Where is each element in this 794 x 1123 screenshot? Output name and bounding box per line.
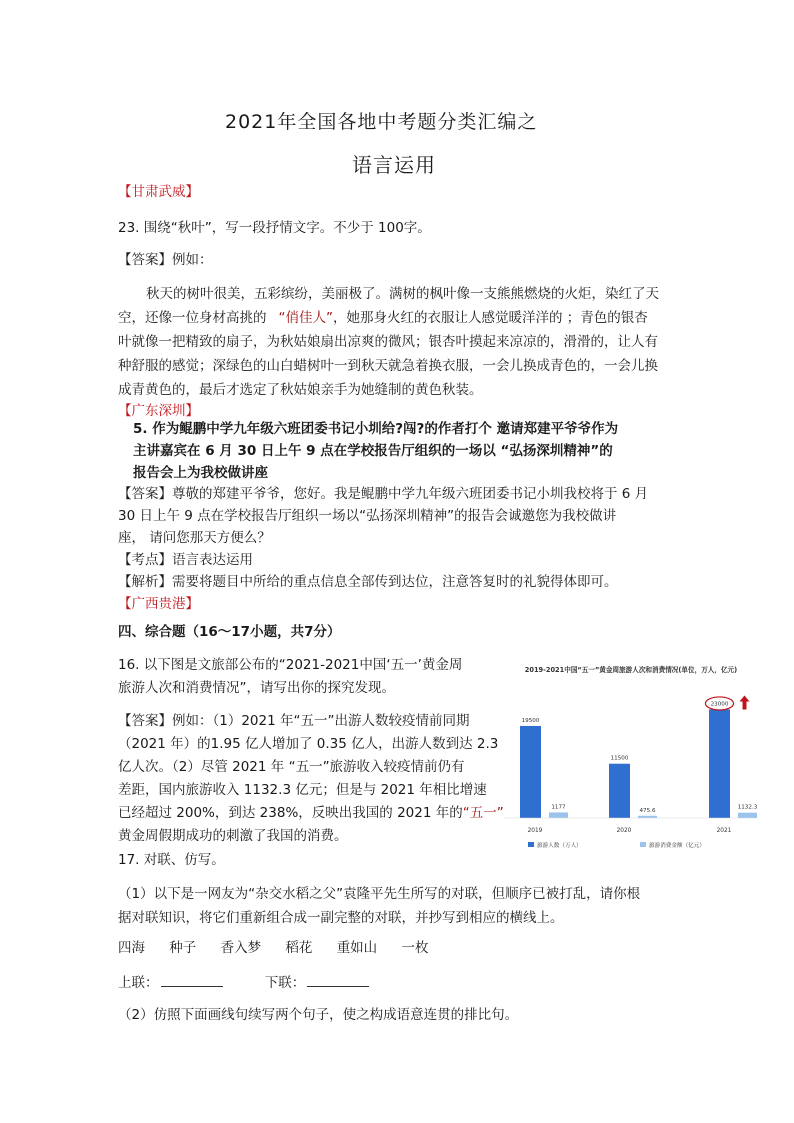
legend-swatch [640,842,646,847]
question-line: 报告会上为我校做讲座 [133,465,268,481]
x-tick-label: 2021 [716,828,732,834]
answer-23-body [118,282,659,402]
bar-旅游人数（万人）-2020 [609,764,630,818]
couplet-word: 四海 [118,940,145,956]
document-title: 2021年全国各地中考题分类汇编之 [225,111,538,133]
bar-旅游人数（万人）-2021 [709,709,730,818]
answer-line: （2021 年）的1.95 亿人增加了 0.35 亿人，出游人数到达 2.3 [118,736,499,752]
tourism-bar-chart [500,658,762,858]
question-17-part2: （2）仿照下面画线句续写两个句子，使之构成语意连贯的排比句。 [118,1007,519,1023]
x-tick-label: 2020 [616,828,632,834]
data-label: 1177 [551,804,566,811]
couplet-word: 重如山 [336,940,378,956]
answer-line: 【答案】尊敬的郑建平爷爷，您好。我是鲲鹏中学九年级六班团委书记小圳我校将于 6 月 [118,486,649,502]
region-gansu-wuwei: 【甘肃武威】 [118,184,199,200]
data-label: 1132.3 [737,804,758,811]
question-17-title: 17. 对联、仿写。 [118,852,225,868]
answer-line: 秋天的树叶很美，五彩缤纷，美丽极了。满树的枫叶像一支熊熊燃烧的火炬，染红了天 [146,286,659,302]
chart-title: 2019-2021中国“五一”黄金周旅游人次和消费情况(单位，万人，亿元) [524,666,738,674]
couplet-word: 种子 [169,940,197,956]
question-line: （1）以下是一网友为“杂交水稻之父”袁隆平先生所写的对联，但顺序已被打乱，请你根 [118,886,641,902]
lower-couplet-label: 下联： [264,975,306,991]
answer-label: 【答案】 [118,252,172,268]
answer-line: 空，还像一位身材高挑的 “俏佳人”，她那身火红的衣服让人感觉暖洋洋的 ；青色的银杏 [118,310,648,326]
jiexi: 【解析】需要将题目中所给的重点信息全部传到达位，注意答复时的礼貌得体即可。 [118,574,618,590]
bar-旅游消费金额（亿元）-2020 [638,816,657,818]
answer-line: 差距，国内旅游收入 1132.3 亿元；但是与 2021 年相比增速 [118,782,487,798]
answer-23-header [118,250,213,270]
answer-line: 座， 请问您那天方便么？ [118,530,271,546]
answer-16 [118,710,504,848]
answer-intro: 例如： [172,252,213,268]
question-line: 5. 作为鲲鹏中学九年级六班团委书记小圳给?闯?的作者打个 邀请郑建平爷爷作为 [133,421,619,437]
legend-label: 旅游人数（万人） [537,843,582,849]
question-line: 16. 以下图是文旅部公布的“2021-2021中国‘五一’黄金周 [118,657,463,673]
question-line: 旅游人次和消费情况”，请写出你的探究发现。 [118,680,395,696]
bar-旅游消费金额（亿元）-2019 [549,812,568,818]
region-guangxi-guigang: 【广西贵港】 [118,596,199,612]
legend-label: 旅游消费金额（亿元） [649,843,705,849]
couplet-answer-lines [118,972,369,993]
x-tick-label: 2019 [527,828,543,834]
answer-line: 成青黄色的，最后才选定了秋姑娘亲手为她缝制的黄色秋装。 [118,382,483,398]
couplet-word: 香入梦 [220,940,262,956]
answer-line: 30 日上午 9 点在学校报告厅组织一场以“弘扬深圳精神”的报告会诚邀您为我校做讲 [118,508,617,524]
answer-line: 亿人次。（2）尽管 2021 年 “五一”旅游收入较疫情前仍有 [118,759,465,775]
section-4-heading: 四、综合题（16～17小题，共7分） [118,624,341,640]
data-label: 475.6 [639,807,656,814]
upper-couplet-blank[interactable] [161,972,223,987]
upper-couplet-label: 上联： [118,975,159,991]
couplet-word-list [118,938,448,958]
data-label: 19500 [521,717,540,724]
bar-旅游消费金额（亿元）-2021 [738,813,757,818]
answer-line: 黄金周假期成功的刺激了我国的消费。 [118,828,348,844]
answer-line: 已经超过 200%，到达 238%，反映出我国的 2021 年的“五一” [118,805,504,821]
question-5 [133,418,618,484]
data-label: 23000 [710,701,729,708]
question-16 [118,654,462,700]
answer-line: 【答案】例如：（1）2021 年“五一”出游人数较疫情前同期 [118,713,470,729]
data-label: 11500 [610,755,629,762]
kaodian: 【考点】语言表达运用 [118,552,253,568]
document-subtitle: 语言运用 [352,153,436,177]
question-23: 23. 围绕“秋叶”，写一段抒情文字。不少于 100字。 [118,220,431,236]
lower-couplet-blank[interactable] [307,972,369,987]
legend-swatch [528,842,534,847]
question-line: 据对联知识，将它们重新组合成一副完整的对联，并抄写到相应的横线上。 [118,910,564,926]
bar-旅游人数（万人）-2019 [520,726,541,818]
up-arrow-icon [740,695,750,709]
answer-line: 种舒服的感觉；深绿色的山白蜡树叶一到秋天就急着换衣服，一会儿换成青色的，一会儿换 [118,358,658,374]
question-17-part1 [118,882,640,930]
couplet-word: 稻花 [285,940,313,956]
region-guangdong-shenzhen: 【广东深圳】 [118,403,199,419]
highlight-phrase: “五一” [462,805,504,821]
couplet-word: 一枚 [401,940,429,956]
answer-line: 叶就像一把精致的扇子，为秋姑娘扇出凉爽的微风；银杏叶摸起来凉凉的，滑滑的，让人有 [118,334,658,350]
highlight-phrase: “俏佳人” [278,310,333,326]
answer-5 [118,483,648,615]
question-line: 主讲嘉宾在 6 月 30 日上午 9 点在学校报告厅组织的一场以 “弘扬深圳精神”的 [133,443,613,459]
